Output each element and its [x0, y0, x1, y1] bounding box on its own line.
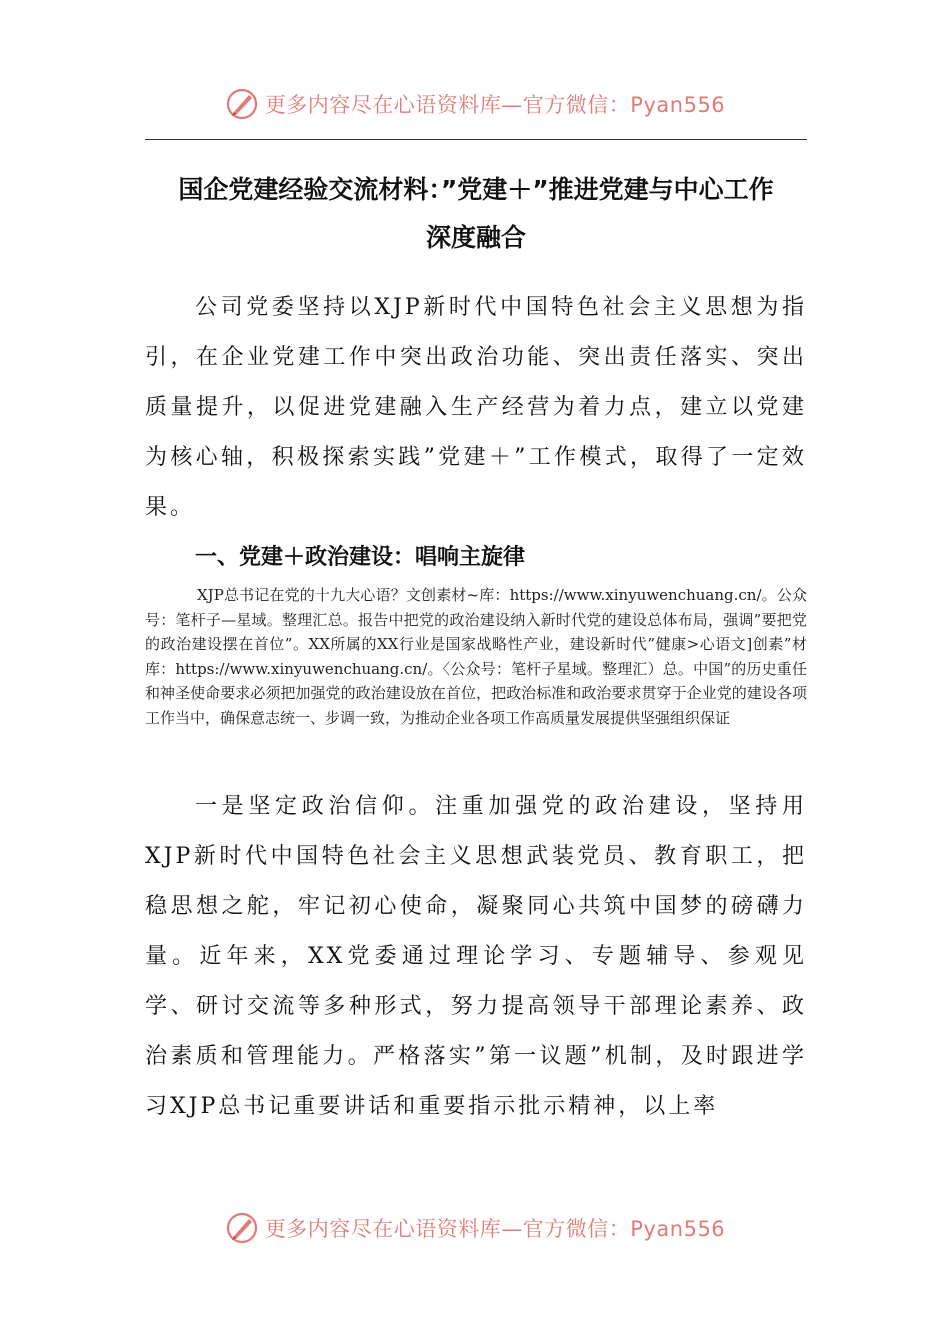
footer-banner: [0, 1206, 950, 1250]
header-banner-text: 更多内容尽在心语资料库—官方微信：Pyan556: [264, 93, 726, 117]
header-divider: [145, 139, 807, 140]
section-quote-paragraph: XJP总书记在党的十九大心语？文创素材~库：https://www.xinyuwenchuang.cn/。公众号：笔杆子—星域。整理汇总。报告中把党的政治建设纳入新时代党的建设总体布局，强调”要把党的政治建设摆在首位”。XX所属的XX行业是国家战略性产业，建设新时代”健康>心语文]创素”材库：https://www.xinyuwenchuang.cn/。〈公众号：笔杆子星域。整理汇）总。中国”的历史重任和神圣使命要求必须把加强党的政治建设放在首位，把政治标准和政治要求贯穿于企业党的建设各项工作当中，确保意志统一、步调一致，为推动企业各项工作高质量发展提供坚强组织保证: [145, 586, 807, 727]
intro-paragraph: 公司党委坚持以XJP新时代中国特色社会主义思想为指引，在企业党建工作中突出政治功能、突出责任落实、突出质量提升，以促进党建融入生产经营为着力点，建立以党建为核心轴，积极探索实践”党建＋”工作模式，取得了一定效果。: [145, 295, 807, 520]
pen-logo-icon: [225, 87, 259, 121]
point-one-paragraph: 一是坚定政治信仰。注重加强党的政治建设，坚持用XJP新时代中国特色社会主义思想武装党员、教育职工，把稳思想之舵，牢记初心使命，凝聚同心共筑中国梦的磅礴力量。近年来，XX党委通过理论学习、专题辅导、参观见学、研讨交流等多种形式，努力提高领导干部理论素养、政治素质和管理能力。严格落实”第一议题”机制，及时跟进学习XJP总书记重要讲话和重要指示批示精神，以上率: [145, 794, 807, 1119]
section-heading: 一、党建＋政治建设：唱响主旋律: [195, 545, 526, 570]
document-title-line1: 国企党建经验交流材料：”党建＋”推进党建与中心工作: [178, 175, 774, 204]
footer-banner-text: 更多内容尽在心语资料库—官方微信：Pyan556: [264, 1217, 726, 1241]
pen-logo-icon: [225, 1211, 259, 1245]
header-banner: [0, 82, 950, 126]
document-title-line2: 深度融合: [425, 223, 526, 252]
